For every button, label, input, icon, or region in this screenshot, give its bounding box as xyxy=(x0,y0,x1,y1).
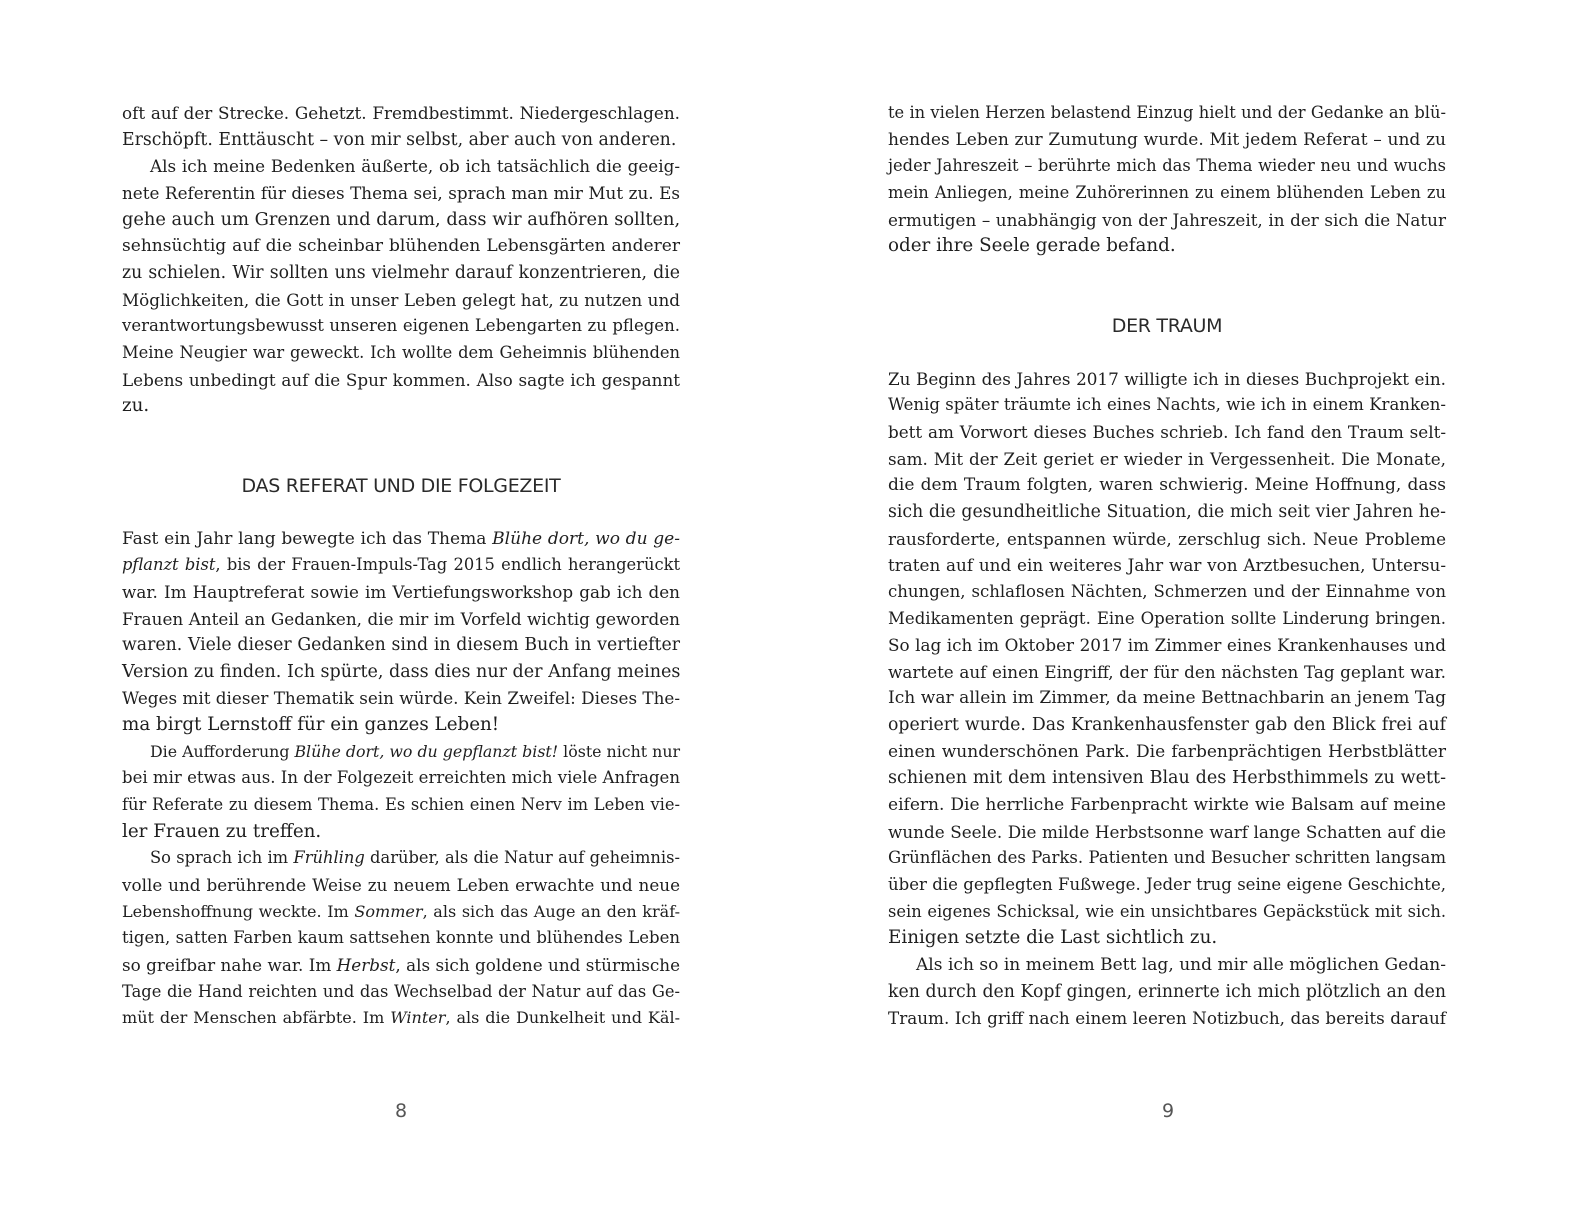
text-line: sehnsüchtig auf die scheinbar blühenden Lebensgärten anderer xyxy=(122,236,680,257)
text-line xyxy=(122,1005,680,1032)
text-line xyxy=(122,552,680,579)
page-number-left: 8 xyxy=(394,1100,408,1122)
right-page xyxy=(888,100,1446,1032)
text-line: Erschöpft. Enttäuscht – von mir selbst, aber auch von anderen. xyxy=(122,129,677,150)
text-line: einen wunderschönen Park. Die farbenprächtigen Herbstblätter xyxy=(888,741,1446,762)
italic-segment: Herbst xyxy=(336,955,396,976)
text-segment: darüber, als die Natur auf geheimnis- xyxy=(364,848,680,868)
text-line: Lebens unbedingt auf die Spur kommen. Also sagte ich gespannt xyxy=(122,369,680,390)
italic-segment: pflanzt bist xyxy=(122,555,216,575)
text-line: sam. Mit der Zeit geriet er wieder in Vergessenheit. Die Monate, xyxy=(888,448,1446,469)
text-line: Traum. Ich griff nach einem leeren Notizbuch, das bereits darauf xyxy=(888,1008,1446,1029)
text-segment: So sprach ich im xyxy=(150,848,294,868)
text-line xyxy=(122,739,680,766)
text-line: operiert wurde. Das Krankenhausfenster gab den Blick frei auf xyxy=(888,715,1446,736)
text-segment: löste nicht nur xyxy=(558,741,681,761)
text-line: rausforderte, entspannen würde, zerschlug sich. Neue Probleme xyxy=(888,528,1446,549)
text-line: Als ich meine Bedenken äußerte, ob ich tatsächlich die geeig- xyxy=(150,156,680,177)
text-line: Frauen Anteil an Gedanken, die mir im Vorfeld wichtig geworden xyxy=(122,608,680,629)
italic-segment: Winter xyxy=(390,1008,446,1028)
text-line: Grünflächen des Parks. Patienten und Besucher schritten langsam xyxy=(888,848,1446,868)
text-line: zu. xyxy=(122,395,150,417)
italic-segment: Blühe dort, wo du ge- xyxy=(492,528,680,549)
text-line: Wenig später träumte ich eines Nachts, wie ich in einem Kranken- xyxy=(888,395,1446,415)
text-line: Weges mit dieser Thematik sein würde. Kein Zweifel: Dieses The- xyxy=(122,688,680,709)
text-line: tigen, satten Farben kaum sattsehen konnte und blühendes Leben xyxy=(122,928,680,948)
text-line: oft auf der Strecke. Gehetzt. Fremdbestimmt. Niedergeschlagen. xyxy=(122,103,680,123)
text-segment: Die Aufforderung xyxy=(150,741,295,761)
text-segment: Fast ein Jahr lang bewegte ich das Thema xyxy=(122,528,493,549)
text-line: hendes Leben zur Zumutung wurde. Mit jedem Referat – und zu xyxy=(888,129,1446,150)
text-line: über die gepflegten Fußwege. Jeder trug seine eigene Geschichte, xyxy=(888,875,1446,895)
text-line: sein eigenes Schicksal, wie ein unsichtbares Gepäckstück mit sich. xyxy=(888,901,1446,921)
text-line: die dem Traum folgten, waren schwierig. Meine Hoffnung, dass xyxy=(888,475,1446,496)
text-line: oder ihre Seele gerade befand. xyxy=(888,235,1176,257)
italic-segment: Frühling xyxy=(293,848,365,868)
text-line: verantwortungsbewusst unseren eigenen Lebengarten zu pflegen. xyxy=(122,316,680,336)
text-line: nete Referentin für dieses Thema sei, sprach man mir Mut zu. Es xyxy=(122,182,680,203)
page-number-right: 9 xyxy=(1161,1100,1175,1122)
text-line: Version zu finden. Ich spürte, dass dies nur der Anfang meines xyxy=(122,661,681,682)
text-line: bett am Vorwort dieses Buches schrieb. Ich fand den Traum selt- xyxy=(888,421,1446,442)
text-line xyxy=(122,952,680,979)
text-line: zu schielen. Wir sollten uns vielmehr darauf konzentrieren, die xyxy=(122,262,680,283)
text-line: ken durch den Kopf gingen, erinnerte ich mich plötzlich an den xyxy=(888,981,1446,1002)
text-line: wartete auf einen Eingriff, der für den nächsten Tag geplant war. xyxy=(888,661,1446,682)
text-line: Ich war allein im Zimmer, da meine Bettnachbarin an jenem Tag xyxy=(888,688,1446,709)
text-line: So lag ich im Oktober 2017 im Zimmer eines Krankenhauses und xyxy=(888,635,1446,656)
text-line: schienen mit dem intensiven Blau des Herbsthimmels zu wett- xyxy=(888,768,1446,789)
text-line xyxy=(122,526,680,553)
text-line: te in vielen Herzen belastend Einzug hielt und der Gedanke an blü- xyxy=(888,103,1446,122)
text-segment: Lebenshoffnung weckte. Im xyxy=(122,901,355,921)
text-line: chungen, schlaflosen Nächten, Schmerzen und der Einnahme von xyxy=(888,581,1446,601)
left-page xyxy=(122,100,680,1032)
text-line: bei mir etwas aus. In der Folgezeit erreichten mich viele Anfragen xyxy=(122,768,680,788)
text-line: Medikamenten geprägt. Eine Operation sollte Linderung bringen. xyxy=(888,608,1446,628)
text-line: Zu Beginn des Jahres 2017 willigte ich in dieses Buchprojekt ein. xyxy=(888,368,1446,389)
text-line: ler Frauen zu treffen. xyxy=(122,820,322,842)
text-line: gehe auch um Grenzen und darum, dass wir aufhören sollten, xyxy=(122,208,681,230)
text-segment: , als sich das Auge an den kräf- xyxy=(422,901,680,921)
text-line: mein Anliegen, meine Zuhörerinnen zu einem blühenden Leben zu xyxy=(888,182,1446,202)
text-segment: so greifbar nahe war. Im xyxy=(122,955,337,976)
text-segment: , als die Dunkelheit und Käl- xyxy=(445,1008,680,1028)
text-line: ermutigen – unabhängig von der Jahreszeit, in der sich die Natur xyxy=(888,209,1446,230)
text-line xyxy=(122,899,680,926)
text-line: Als ich so in meinem Bett lag, und mir alle möglichen Gedan- xyxy=(916,955,1446,976)
text-line: Einigen setzte die Last sichtlich zu. xyxy=(888,927,1218,949)
text-line: volle und berührende Weise zu neuem Leben erwachte und neue xyxy=(122,875,680,896)
text-line: war. Im Hauptreferat sowie im Vertiefungsworkshop gab ich den xyxy=(122,581,680,602)
text-segment: , bis der Frauen-Impuls-Tag 2015 endlich herangerückt xyxy=(215,555,680,575)
text-line: waren. Viele dieser Gedanken sind in diesem Buch in vertiefter xyxy=(122,635,680,656)
text-line xyxy=(122,845,680,872)
text-line: Tage die Hand reichten und das Wechselbad der Natur auf das Ge- xyxy=(122,981,680,1001)
text-segment: , als sich goldene und stürmische xyxy=(395,955,680,976)
text-line: wunde Seele. Die milde Herbstsonne warf lange Schatten auf die xyxy=(888,821,1446,842)
text-line: für Referate zu diesem Thema. Es schien einen Nerv im Leben vie- xyxy=(122,795,680,815)
text-line: ma birgt Lernstoff für ein ganzes Leben! xyxy=(122,714,500,736)
text-line: sich die gesundheitliche Situation, die mich seit vier Jahren he- xyxy=(888,501,1446,522)
italic-segment: Blühe dort, wo du gepflanzt bist! xyxy=(294,741,559,761)
text-line: Meine Neugier war geweckt. Ich wollte dem Geheimnis blühenden xyxy=(122,342,680,362)
text-line: Möglichkeiten, die Gott in unser Leben gelegt hat, zu nutzen und xyxy=(122,289,680,310)
section-heading: DER TRAUM xyxy=(1111,314,1223,337)
text-line: jeder Jahreszeit – berührte mich das Thema wieder neu und wuchs xyxy=(888,156,1446,176)
italic-segment: Sommer xyxy=(354,901,423,921)
text-segment: müt der Menschen abfärbte. Im xyxy=(122,1008,391,1028)
text-line: traten auf und ein weiteres Jahr war von Arztbesuchen, Untersu- xyxy=(888,555,1446,576)
section-heading: DAS REFERAT UND DIE FOLGEZEIT xyxy=(241,474,561,497)
text-line: eifern. Die herrliche Farbenpracht wirkte wie Balsam auf meine xyxy=(888,795,1446,816)
